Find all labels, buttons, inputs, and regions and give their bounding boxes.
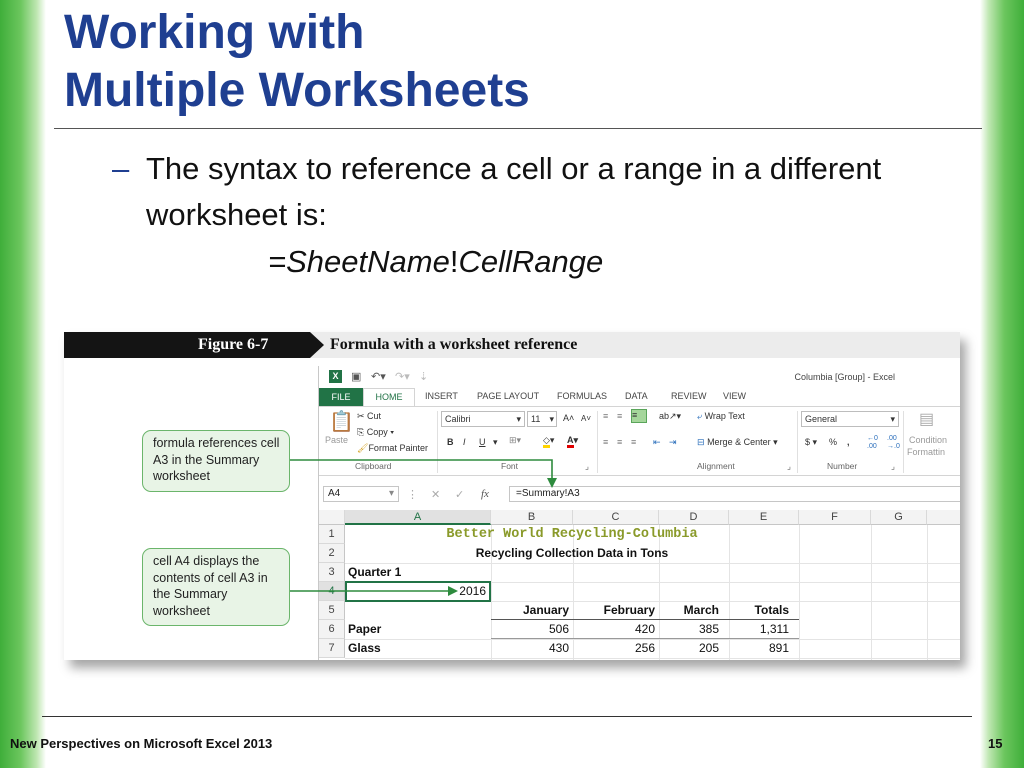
chevron-down-icon: ▾ xyxy=(549,414,554,424)
header-february[interactable]: February xyxy=(603,603,655,617)
figure-number: Figure 6-7 xyxy=(198,336,269,353)
slide-title xyxy=(64,4,530,120)
copy-icon: ⎘ xyxy=(357,427,367,437)
cut-icon: ✂ xyxy=(357,411,368,421)
merge-center-button[interactable]: ⊟ Merge & Center ▾ xyxy=(697,437,778,447)
align-center-icon[interactable]: ≡ xyxy=(617,437,623,447)
conditional-formatting-button[interactable]: Condition xyxy=(909,435,948,445)
group-alignment: Alignment xyxy=(697,461,735,471)
currency-button[interactable]: $ ▾ xyxy=(805,437,818,447)
syntax-cell-range: CellRange xyxy=(458,244,604,279)
bullet-point xyxy=(112,146,912,238)
cancel-icon[interactable]: ✕ xyxy=(431,489,441,501)
align-middle-icon[interactable]: ≡ xyxy=(617,411,623,421)
format-painter-button[interactable]: 🖌Format Painter xyxy=(357,443,428,453)
decrease-indent-icon[interactable]: ⇤ xyxy=(653,437,661,447)
align-left-icon[interactable]: ≡ xyxy=(603,437,609,447)
cell-paper-january[interactable]: 506 xyxy=(548,622,569,636)
header-january[interactable]: January xyxy=(522,603,569,617)
tab-insert[interactable]: INSERT xyxy=(425,391,458,401)
column-header-f[interactable]: F xyxy=(799,510,871,525)
chevron-down-icon: ▾ xyxy=(493,437,498,447)
insert-function-icon[interactable]: fx xyxy=(481,488,489,500)
footer-divider xyxy=(42,716,972,717)
format-painter-icon: 🖌 xyxy=(357,443,369,453)
column-header-g[interactable]: G xyxy=(871,510,927,525)
figure-caption: Formula with a worksheet reference xyxy=(330,336,578,353)
bullet-dash: – xyxy=(112,151,130,186)
header-march[interactable]: March xyxy=(683,603,719,617)
callout-cell-display: cell A4 displays the contents of cell A3 in the Summary worksheet xyxy=(142,548,290,626)
tab-file[interactable]: FILE xyxy=(319,388,363,406)
merge-icon: ⊟ xyxy=(697,437,705,447)
cell-title[interactable]: Better World Recycling-Columbia xyxy=(446,527,698,542)
row-header-6[interactable]: 6 xyxy=(319,620,345,639)
cell-glass-march[interactable]: 205 xyxy=(698,641,719,655)
fill-color-icon[interactable]: ◇▾ xyxy=(543,435,554,446)
font-name-select[interactable]: Calibri ▾ xyxy=(441,411,525,427)
dialog-launcher-icon[interactable]: ⌟ xyxy=(891,461,895,471)
name-box[interactable]: A4 ▾ xyxy=(323,486,399,502)
increase-decimal-icon[interactable]: ←0 .00 xyxy=(867,435,878,450)
row-header-3[interactable]: 3 xyxy=(319,563,345,582)
column-header-d[interactable]: D xyxy=(659,510,729,525)
title-divider xyxy=(54,128,982,129)
cell-a4-selected[interactable]: 2016 xyxy=(345,581,491,602)
syntax-sheet-name: =SheetName xyxy=(268,244,450,279)
shrink-font-button[interactable]: A˅ xyxy=(581,414,592,423)
syntax-formula xyxy=(268,240,603,284)
formula-input[interactable]: =Summary!A3 xyxy=(509,486,960,502)
cell-glass-february[interactable]: 256 xyxy=(634,641,655,655)
column-header-c[interactable]: C xyxy=(573,510,659,525)
arrowhead-cell xyxy=(448,586,458,596)
cut-button[interactable]: ✂ Cut xyxy=(357,411,382,421)
wrap-text-icon: ⤶ xyxy=(697,411,703,421)
grow-font-button[interactable]: A˄ xyxy=(563,413,575,423)
title-line-1: Working with xyxy=(64,6,365,59)
row-header-2[interactable]: 2 xyxy=(319,544,345,563)
conditional-formatting-label: Formattin xyxy=(907,447,946,457)
cell-paper-totals[interactable]: 1,311 xyxy=(759,622,789,636)
row-header-5[interactable]: 5 xyxy=(319,601,345,620)
column-header-b[interactable]: B xyxy=(491,510,573,525)
paste-icon[interactable]: 📋 xyxy=(329,411,354,433)
cell-paper-march[interactable]: 385 xyxy=(698,622,719,636)
cell-paper-february[interactable]: 420 xyxy=(634,622,655,636)
borders-icon[interactable]: ⊞▾ xyxy=(509,435,522,445)
conditional-formatting-icon[interactable]: ▤ xyxy=(919,411,935,428)
row-header-4[interactable]: 4 xyxy=(319,582,345,601)
increase-indent-icon[interactable]: ⇥ xyxy=(669,437,677,447)
tab-formulas[interactable]: FORMULAS xyxy=(557,391,608,401)
arrowhead-formula xyxy=(547,478,557,488)
left-decor-bar xyxy=(0,0,46,768)
tab-review[interactable]: REVIEW xyxy=(671,391,707,401)
cell-subtitle[interactable]: Recycling Collection Data in Tons xyxy=(475,546,669,560)
underline-button[interactable]: U xyxy=(479,437,486,447)
figure-screenshot xyxy=(64,332,960,660)
dialog-launcher-icon[interactable]: ⌟ xyxy=(787,461,791,471)
row-label-glass[interactable]: Glass xyxy=(348,641,381,655)
more-icon: ⋮ xyxy=(407,489,418,501)
callout-arrows xyxy=(64,332,960,660)
footer-title: New Perspectives on Microsoft Excel 2013 xyxy=(10,736,273,751)
title-line-2: Multiple Worksheets xyxy=(64,64,530,117)
page-number: 15 xyxy=(988,736,1003,751)
align-right-icon[interactable]: ≡ xyxy=(631,437,637,447)
save-icon[interactable]: ▣ xyxy=(351,371,362,383)
percent-button[interactable]: % xyxy=(829,437,838,447)
bold-button[interactable]: B xyxy=(447,437,454,447)
syntax-bang: ! xyxy=(449,244,459,279)
tab-view[interactable]: VIEW xyxy=(723,391,747,401)
chevron-down-icon: ▾ xyxy=(516,414,521,424)
undo-icon[interactable]: ↶▾ xyxy=(371,371,386,383)
enter-icon[interactable]: ✓ xyxy=(455,489,465,501)
header-totals[interactable]: Totals xyxy=(754,603,789,617)
cell-glass-totals[interactable]: 891 xyxy=(768,641,789,655)
chevron-down-icon: ▾ xyxy=(890,414,895,424)
group-number: Number xyxy=(827,461,858,471)
column-header-a[interactable]: A xyxy=(345,510,491,525)
align-top-icon[interactable]: ≡ xyxy=(603,411,609,421)
redo-icon[interactable]: ↷▾ xyxy=(395,371,410,383)
customize-qat-icon[interactable]: ⇣ xyxy=(419,371,429,383)
decrease-decimal-icon[interactable]: .00 →.0 xyxy=(887,435,900,450)
row-label-paper[interactable]: Paper xyxy=(348,622,382,636)
callout-formula-reference: formula references cell A3 in the Summary worksheet xyxy=(142,430,290,492)
paste-button[interactable]: Paste xyxy=(325,435,349,445)
orientation-icon[interactable]: ab↗▾ xyxy=(659,411,682,421)
bullet-text: The syntax to reference a cell or a range in a different worksheet is: xyxy=(146,151,882,232)
cell-a3[interactable]: Quarter 1 xyxy=(348,565,402,579)
group-font: Font xyxy=(501,461,519,471)
number-format-select[interactable]: General ▾ xyxy=(801,411,899,427)
arrow-to-formula-bar xyxy=(290,460,552,480)
copy-button[interactable]: ⎘ Copy ▾ xyxy=(357,427,394,437)
wrap-text-button[interactable]: ⤶ Wrap Text xyxy=(697,411,745,421)
italic-button[interactable]: I xyxy=(463,437,466,447)
align-bottom-icon[interactable]: ≡ xyxy=(631,409,647,423)
dialog-launcher-icon[interactable]: ⌟ xyxy=(585,461,589,471)
tab-page-layout[interactable]: PAGE LAYOUT xyxy=(477,391,540,401)
font-color-icon[interactable]: A▾ xyxy=(567,435,578,446)
excel-logo-icon: X xyxy=(329,370,342,383)
row-header-7[interactable]: 7 xyxy=(319,639,345,658)
group-clipboard: Clipboard xyxy=(355,461,392,471)
tab-data[interactable]: DATA xyxy=(625,391,648,401)
column-header-e[interactable]: E xyxy=(729,510,799,525)
chevron-down-icon: ▾ xyxy=(388,488,394,499)
tab-home[interactable]: HOME xyxy=(363,388,415,407)
window-title: Columbia [Group] - Excel xyxy=(794,372,895,382)
right-decor-bar xyxy=(980,0,1024,768)
row-header-1[interactable]: 1 xyxy=(319,525,345,544)
comma-button[interactable]: , xyxy=(847,437,850,447)
font-size-select[interactable]: 11 ▾ xyxy=(527,411,557,427)
cell-glass-january[interactable]: 430 xyxy=(548,641,569,655)
